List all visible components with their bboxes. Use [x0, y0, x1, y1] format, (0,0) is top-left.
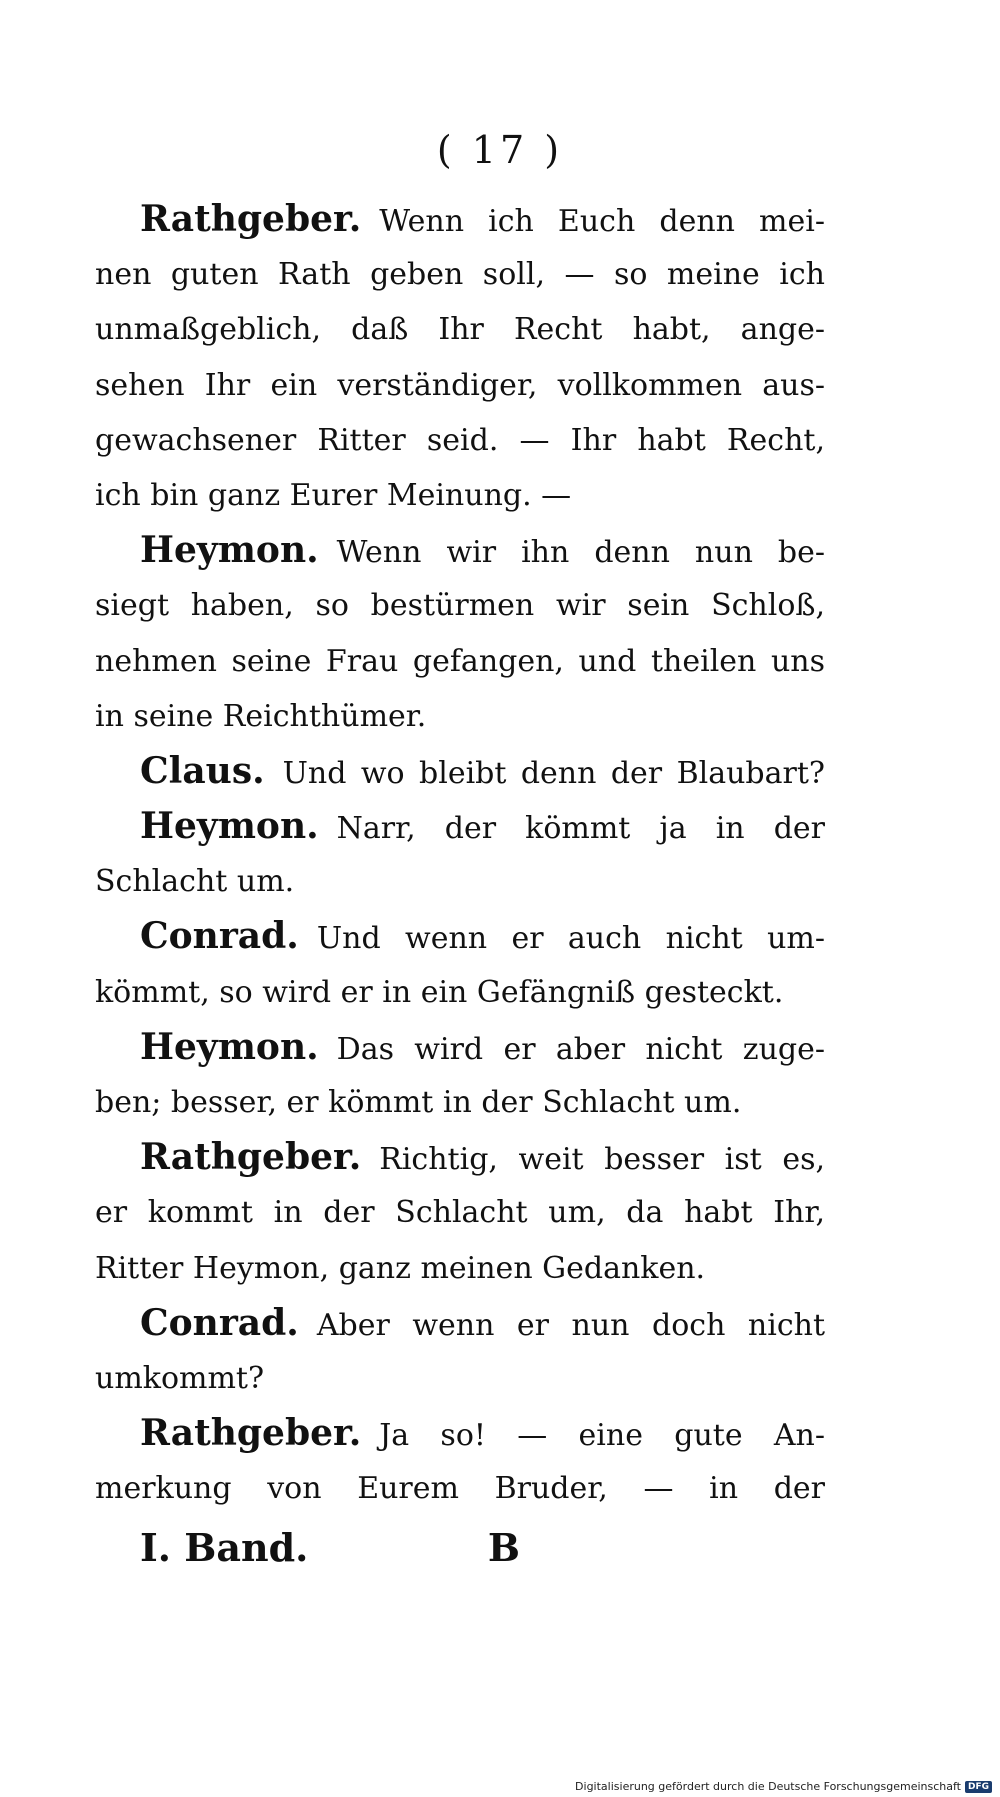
text-line — [95, 689, 825, 744]
text-line — [95, 1130, 825, 1185]
text-line — [95, 1185, 825, 1240]
text-line — [95, 1020, 825, 1075]
text-line — [95, 192, 825, 247]
line-text: unmaßgeblich, daß Ihr Recht habt, ange- — [95, 312, 825, 348]
text-line — [95, 1406, 825, 1461]
speaker-name: Rathgeber. — [140, 198, 362, 240]
text-line — [95, 1075, 825, 1130]
text-line — [95, 744, 825, 799]
line-text: er kommt in der Schlacht um, da habt Ihr, — [95, 1195, 825, 1231]
line-text: Und wo bleibt denn der Blaubart? — [282, 755, 825, 791]
line-text: Wenn ich Euch denn mei- — [379, 204, 825, 239]
text-line — [95, 799, 825, 854]
line-text: sehen Ihr ein verständiger, vollkommen aus- — [95, 367, 825, 403]
text-line — [95, 1241, 825, 1296]
text-line — [95, 854, 825, 909]
line-text: gewachsener Ritter seid. — Ihr habt Recht, — [95, 422, 825, 458]
line-text: nehmen seine Frau gefangen, und theilen uns — [95, 643, 825, 679]
speaker-name: Rathgeber. — [140, 1136, 362, 1179]
line-text: kömmt, so wird er in ein Gefängniß gesteckt. — [95, 974, 784, 1010]
text-line — [95, 413, 825, 468]
signature-mark: B — [487, 1525, 520, 1570]
line-text: ich bin ganz Eurer Meinung. — — [95, 477, 572, 513]
speaker-name: Claus. — [140, 749, 265, 792]
dfg-logo-icon: DFG — [965, 1781, 992, 1793]
text-block — [95, 192, 825, 1517]
text-line — [95, 578, 825, 633]
line-text: in seine Reichthümer. — [95, 698, 427, 734]
line-text: Schlacht um. — [95, 864, 295, 900]
line-text: Wenn wir ihn denn nun be- — [336, 535, 825, 571]
line-text: umkommt? — [95, 1360, 265, 1396]
line-text: siegt haben, so bestürmen wir sein Schloß, — [95, 588, 825, 624]
text-line — [95, 358, 825, 413]
text-line — [95, 634, 825, 689]
line-text: Ritter Heymon, ganz meinen Gedanken. — [95, 1250, 706, 1286]
text-line — [95, 1351, 825, 1406]
text-line — [95, 523, 825, 578]
text-line — [95, 302, 825, 357]
text-line — [95, 909, 825, 964]
text-line — [95, 468, 825, 523]
line-text: nen guten Rath geben soll, — so meine ich — [95, 257, 825, 293]
speaker-name: Heymon. — [140, 1025, 319, 1068]
line-text: Richtig, weit besser ist es, — [379, 1142, 825, 1178]
text-line — [95, 247, 825, 302]
line-text: ben; besser, er kömmt in der Schlacht um. — [95, 1085, 742, 1120]
speaker-name: Conrad. — [140, 1301, 299, 1344]
line-text: Ja so! — eine gute An- — [379, 1418, 825, 1454]
line-text: Aber wenn er nun doch nicht — [316, 1307, 825, 1343]
speaker-name: Heymon. — [140, 805, 319, 848]
speaker-name: Conrad. — [140, 915, 299, 958]
volume-label: I. Band. — [140, 1525, 309, 1570]
speaker-name: Heymon. — [140, 529, 319, 572]
speaker-name: Rathgeber. — [140, 1412, 362, 1455]
text-line — [95, 1296, 825, 1351]
digitization-credit — [575, 1780, 992, 1793]
line-text: Das wird er aber nicht zuge- — [336, 1031, 825, 1067]
line-text: Und wenn er auch nicht um- — [316, 921, 825, 957]
line-text: merkung von Eurem Bruder, — in der — [95, 1471, 825, 1507]
text-line — [95, 1461, 825, 1516]
signature-line — [140, 1525, 520, 1570]
text-line — [95, 965, 825, 1020]
credit-text: Digitalisierung gefördert durch die Deutsche Forschungsgemeinschaft — [575, 1780, 961, 1793]
page-number: ( 17 ) — [436, 128, 564, 172]
line-text: Narr, der kömmt ja in der — [336, 811, 825, 847]
